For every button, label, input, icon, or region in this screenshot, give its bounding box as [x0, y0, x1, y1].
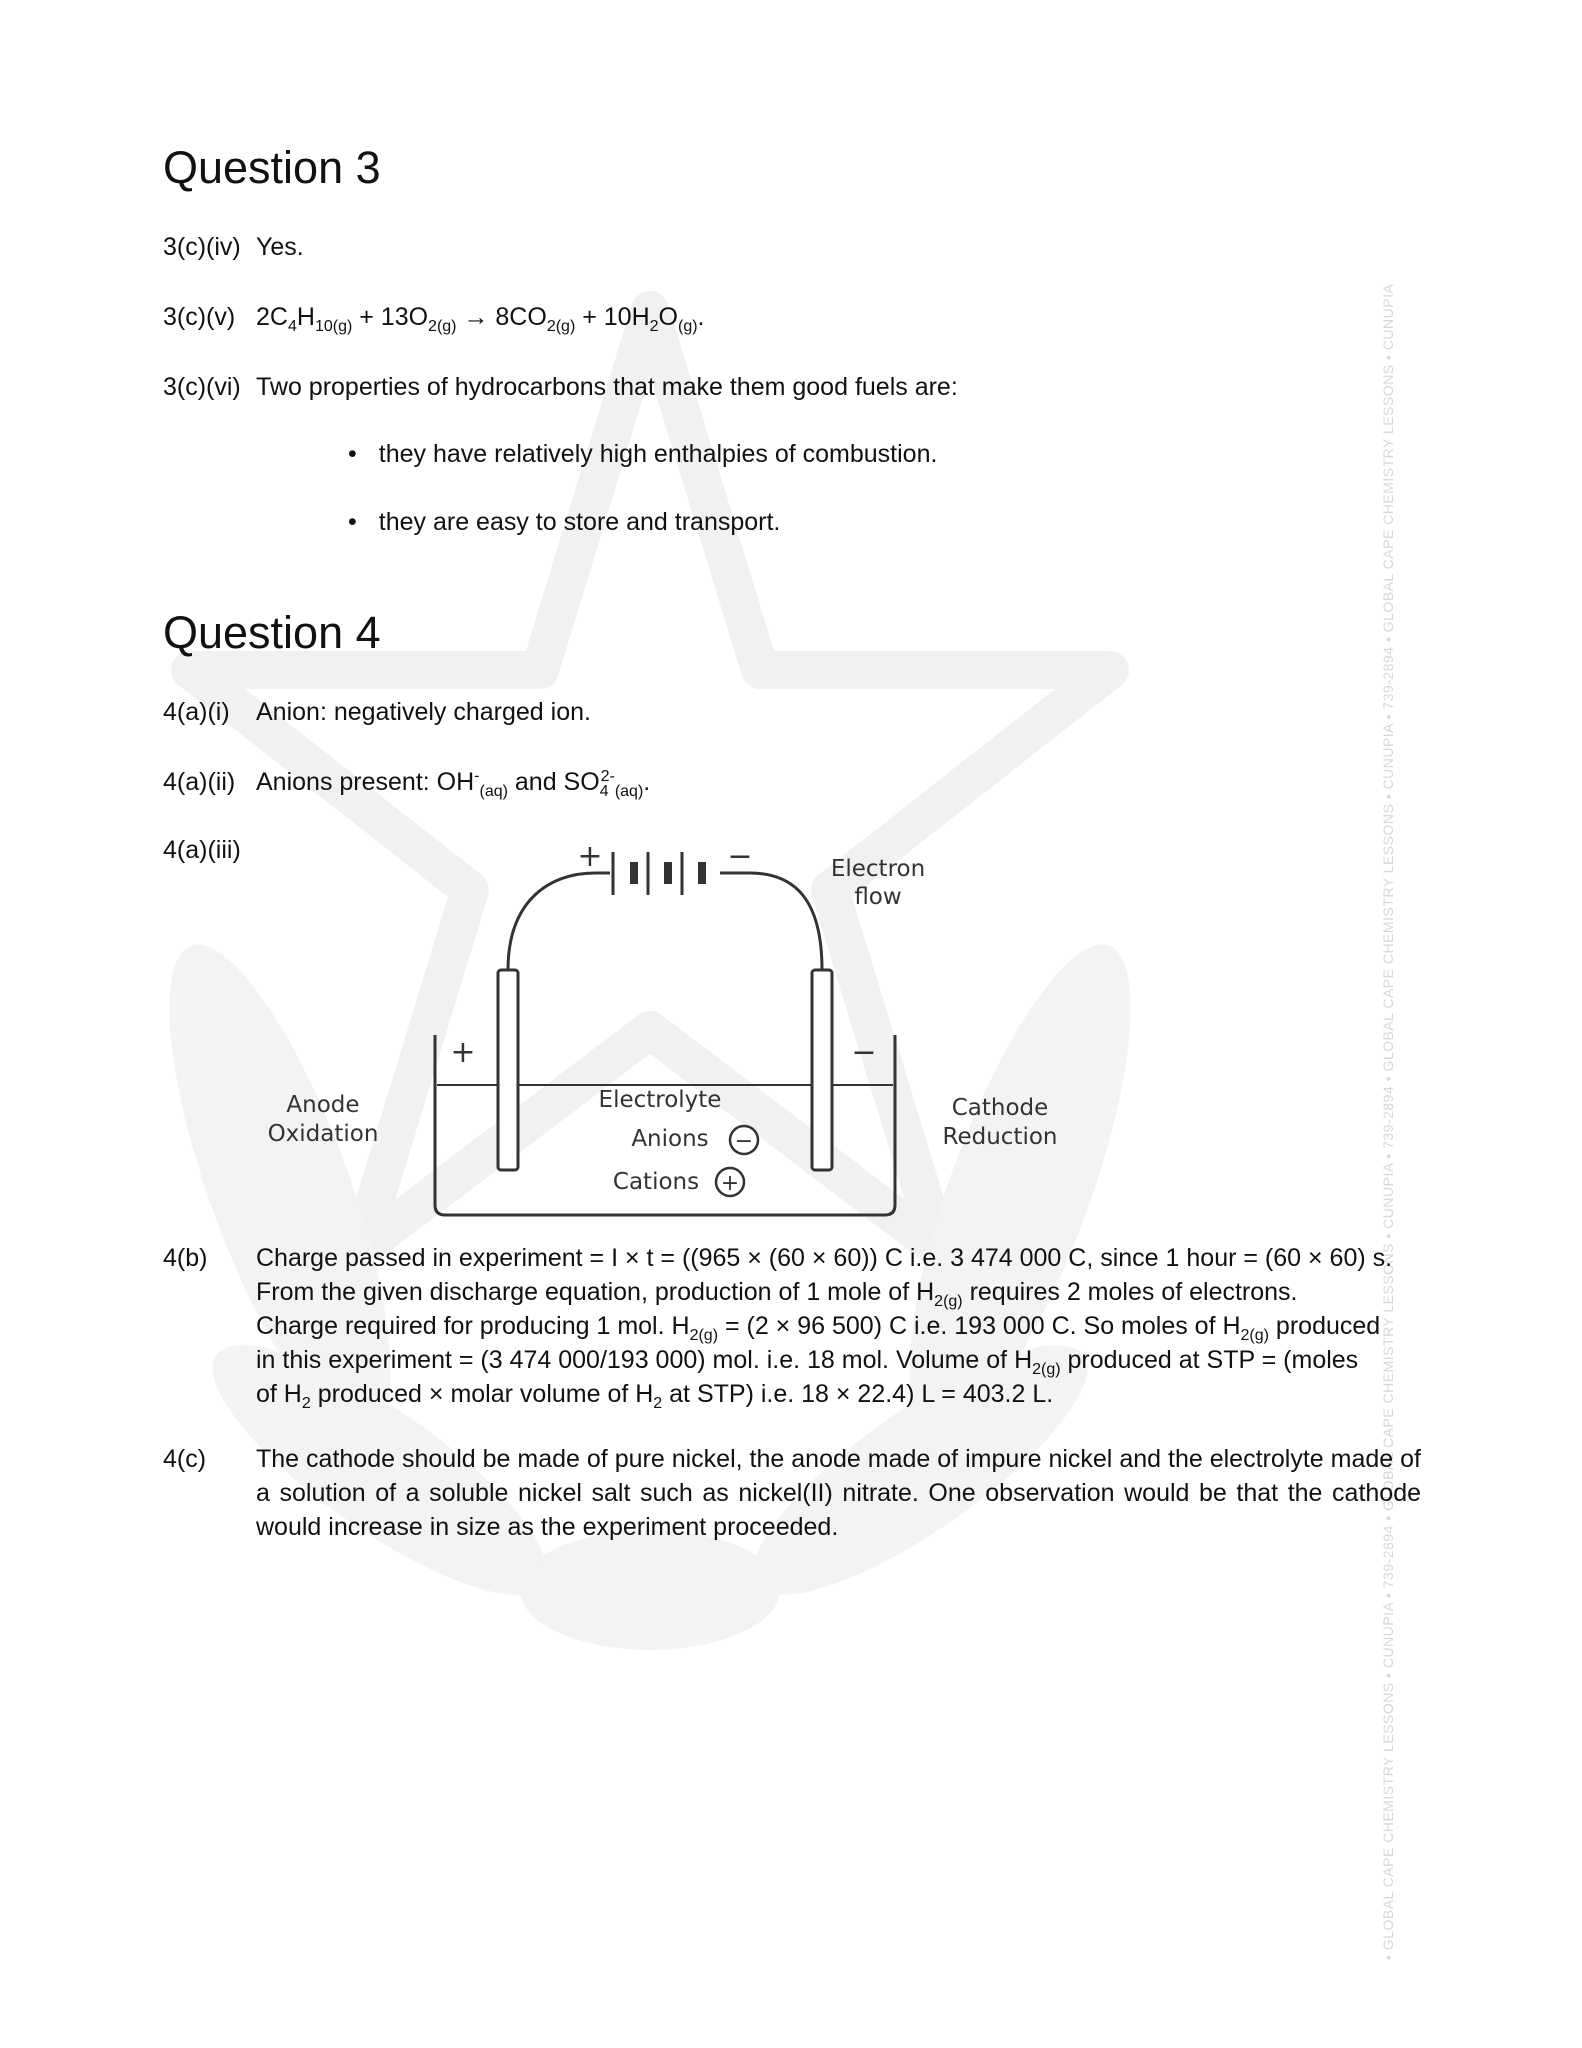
question-4-heading: Question 4	[163, 607, 381, 658]
anode-label: Anode	[286, 1092, 360, 1118]
wire-left	[508, 873, 610, 970]
svg-text:+: +	[720, 1171, 740, 1196]
anode-plus-label: +	[450, 1035, 476, 1070]
anode-electrode	[498, 970, 518, 1170]
electron-flow-label-2: flow	[854, 884, 902, 910]
q3-cvi-label: 3(c)(vi)	[163, 373, 241, 401]
list-item: • they have relatively high enthalpies of combustion.	[348, 440, 938, 468]
q3-cvi-text: Two properties of hydrocarbons that make them good fuels are:	[256, 373, 958, 401]
battery-minus-label: −	[727, 840, 753, 874]
cathode-label: Cathode	[951, 1095, 1049, 1121]
q3-cv-equation: $2C_4H_{10(g)} + 13O_{2(g)} \to 8CO_{2(g)} + 10H_2O_{(g)}$.	[256, 303, 705, 335]
q4-c-answer: The cathode should be made of pure nickel, the anode made of impure nickel and the electrolyte made of a solution of a soluble nickel salt such as nickel(II) nitrate. One observation would be that the cathode would increase in size as the experiment proceeded.	[256, 1445, 1421, 1541]
q4-ai-label: 4(a)(i)	[163, 698, 230, 726]
q4-aiii-label: 4(a)(iii)	[163, 836, 241, 864]
bullet-icon: •	[348, 508, 357, 536]
q4-aii-answer: Anions present: $OH^-_{(aq)}$ and $SO_4^{2-}_{(aq)}$.	[256, 767, 651, 800]
q4-b-label: 4(b)	[163, 1244, 208, 1272]
question-3-heading: Question 3	[163, 142, 381, 193]
electron-flow-label: Electron	[830, 856, 926, 882]
q4-b-answer: Charge passed in experiment = I × t = ((965 × (60 × 60)) C i.e. 3 474 000 C, since 1 hour = (60 × 60) s. From the given discharge equation, production of 1 mole of $H_{2(g)}$ requires 2 moles of electrons. Charge required for producing 1 mol. $H_{2(g)} = (2 \times 96$ 500) C i.e. 193 000 C. So moles of $H_{2(g)}$ produced in this experiment = (3 474 000/193 000) mol. i.e. 18 mol. Volume of $H_{2(g)}$ produced at STP = (moles of $H_2$ produced × molar volume of $H_2$ at STP) i.e. 18 × 22.4) L = 403.2 L.	[256, 1244, 1393, 1412]
q3-civ-label: 3(c)(iv)	[163, 233, 241, 261]
cathode-minus-label: −	[851, 1035, 877, 1070]
battery-icon	[613, 852, 706, 895]
cathode-electrode	[812, 970, 832, 1170]
anions-label: Anions	[631, 1126, 709, 1152]
q3-cv-label: 3(c)(v)	[163, 303, 236, 331]
anode-oxidation-label: Oxidation	[267, 1121, 379, 1147]
arrow-icon: →	[456, 303, 496, 331]
cathode-reduction-label: Reduction	[942, 1124, 1058, 1150]
side-watermark-text: • GLOBAL CAPE CHEMISTRY LESSONS • CUNUPIA • 739-2894 • GLOBAL CAPE CHEMISTRY LESSONS • CUNUPIA • 739-2894 • GLOBAL CAPE CHEMISTRY LESSONS • CUNUPIA • 739-2894 • GLOBAL CAPE CHEMISTRY LESSONS • CUNUPIA	[1380, 283, 1396, 1960]
bullet-icon: •	[348, 440, 357, 468]
list-item: • they are easy to store and transport.	[348, 508, 781, 536]
q4-ai-answer: Anion: negatively charged ion.	[256, 698, 591, 726]
q4-c-label: 4(c)	[163, 1445, 207, 1473]
cations-label: Cations	[612, 1169, 700, 1195]
q3-civ-answer: Yes.	[256, 233, 304, 261]
wire-right	[720, 873, 822, 970]
electrolysis-diagram	[250, 840, 1110, 1220]
q4-aii-label: 4(a)(ii)	[163, 768, 236, 796]
svg-text:−: −	[734, 1129, 754, 1154]
battery-plus-label: +	[577, 840, 603, 874]
electrolyte-label: Electrolyte	[598, 1087, 722, 1113]
